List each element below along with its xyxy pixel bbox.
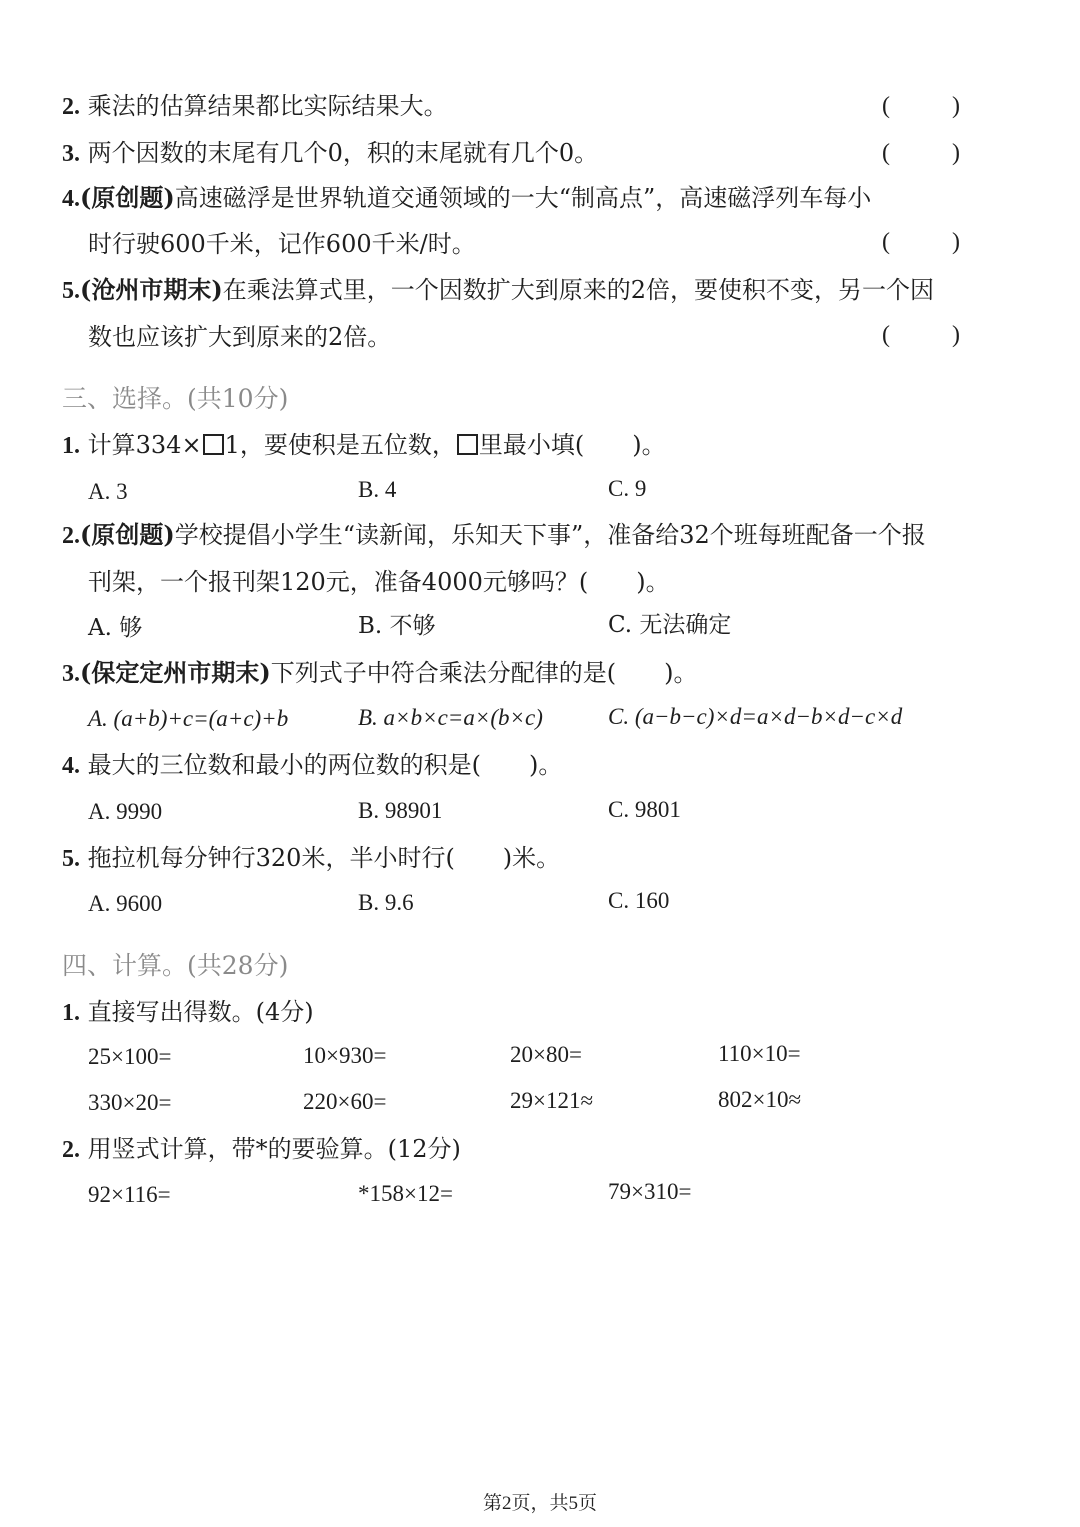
calc-item[interactable]: 20×80= [510,1042,582,1067]
section-title-choice: 三、选择。(共10分) [62,384,289,413]
option-c[interactable]: C. 9 [608,476,647,501]
question-2-5: 5.(沧州市期末)在乘法算式里，一个因数扩大到原来的2倍，要使积不变，另一个因 [62,275,934,304]
calc-item[interactable]: 25×100= [88,1044,172,1069]
source-tag: (沧州市期末) [80,275,223,304]
question-3-2: 2.(原创题)学校提倡小学生“读新闻，乐知天下事”，准备给32个班每班配备一个报 [62,520,926,549]
question-3-4: 4. 最大的三位数和最小的两位数的积是( )。 [62,751,563,779]
source-tag: (保定定州市期末) [80,658,271,687]
calc-item[interactable]: 10×930= [303,1043,387,1068]
question-text: 乘法的估算结果都比实际结果大。 [87,92,448,120]
option-c[interactable]: C. 无法确定 [608,612,732,638]
section-title-calc: 四、计算。(共28分) [62,951,289,980]
option-b[interactable]: B. 不够 [358,613,436,639]
option-a[interactable]: A. 够 [88,615,143,641]
option-c[interactable]: C. 160 [608,888,670,913]
question-text: 两个因数的末尾有几个0，积的末尾就有几个0。 [87,139,599,167]
question-3-5: 5. 拖拉机每分钟行320米，半小时行( )米。 [62,844,561,872]
question-text: 学校提倡小学生“读新闻，乐知天下事”，准备给32个班每班配备一个报 [174,521,926,549]
vertical-calc-item[interactable]: *158×12= [358,1181,453,1206]
option-b[interactable]: B. 98901 [358,798,443,823]
option-b[interactable]: B. a×b×c=a×(b×c) [358,705,543,730]
answer-parens[interactable]: ( ) [882,140,960,166]
calc-item[interactable]: 220×60= [303,1089,387,1114]
source-tag: (原创题) [80,520,175,549]
question-text: 在乘法算式里，一个因数扩大到原来的2倍，要使积不变，另一个因 [222,276,934,304]
answer-parens[interactable]: ( ) [882,93,960,119]
option-b[interactable]: B. 4 [358,477,397,502]
question-4-2: 2. 用竖式计算，带*的要验算。(12分) [62,1135,461,1163]
question-3-2-cont: 刊架，一个报刊架120元，准备4000元够吗？( )。 [88,568,670,596]
question-4-1: 1. 直接写出得数。(4分) [62,998,314,1026]
question-text: 最大的三位数和最小的两位数的积是( )。 [87,751,563,779]
calc-item[interactable]: 802×10≈ [718,1087,802,1112]
question-2-5-cont: 数也应该扩大到原来的2倍。 [88,323,392,351]
question-text: 直接写出得数。(4分) [87,998,314,1026]
page-number: 第2页，共5页 [482,1493,597,1514]
option-a[interactable]: A. 9990 [88,799,163,824]
vertical-calc-item[interactable]: 92×116= [88,1182,171,1207]
blank-box-icon [203,434,224,455]
question-3-3: 3.(保定定州市期末)下列式子中符合乘法分配律的是( )。 [62,658,698,687]
calc-item[interactable]: 110×10= [718,1041,801,1066]
question-2-2: 2. 乘法的估算结果都比实际结果大。 [62,92,448,120]
question-text: 拖拉机每分钟行320米，半小时行( )米。 [87,844,561,872]
answer-parens[interactable]: ( ) [882,229,960,255]
option-a[interactable]: A. 9600 [88,891,163,916]
question-text: 下列式子中符合乘法分配律的是( )。 [270,659,698,687]
calc-item[interactable]: 330×20= [88,1090,172,1115]
option-c[interactable]: C. 9801 [608,797,681,822]
option-a[interactable]: A. 3 [88,479,128,504]
option-a[interactable]: A. (a+b)+c=(a+c)+b [88,706,289,731]
option-b[interactable]: B. 9.6 [358,890,414,915]
question-2-3: 3. 两个因数的末尾有几个0，积的末尾就有几个0。 [62,139,599,167]
question-3-1: 1. 计算334× 1，要使积是五位数， 里最小填( )。 [62,431,666,459]
answer-parens[interactable]: ( ) [882,322,960,348]
question-text: 用竖式计算，带*的要验算。(12分) [87,1135,461,1163]
source-tag: (原创题) [80,183,175,212]
question-text: 高速磁浮是世界轨道交通领域的一大“制高点”，高速磁浮列车每小 [174,184,872,212]
calc-item[interactable]: 29×121≈ [510,1088,594,1113]
vertical-calc-item[interactable]: 79×310= [608,1179,692,1204]
blank-box-icon [457,434,478,455]
option-c[interactable]: C. (a−b−c)×d=a×d−b×d−c×d [608,704,903,729]
question-2-4-cont: 时行驶600千米，记作600千米/时。 [88,230,476,258]
question-2-4: 4.(原创题)高速磁浮是世界轨道交通领域的一大“制高点”，高速磁浮列车每小 [62,183,872,212]
